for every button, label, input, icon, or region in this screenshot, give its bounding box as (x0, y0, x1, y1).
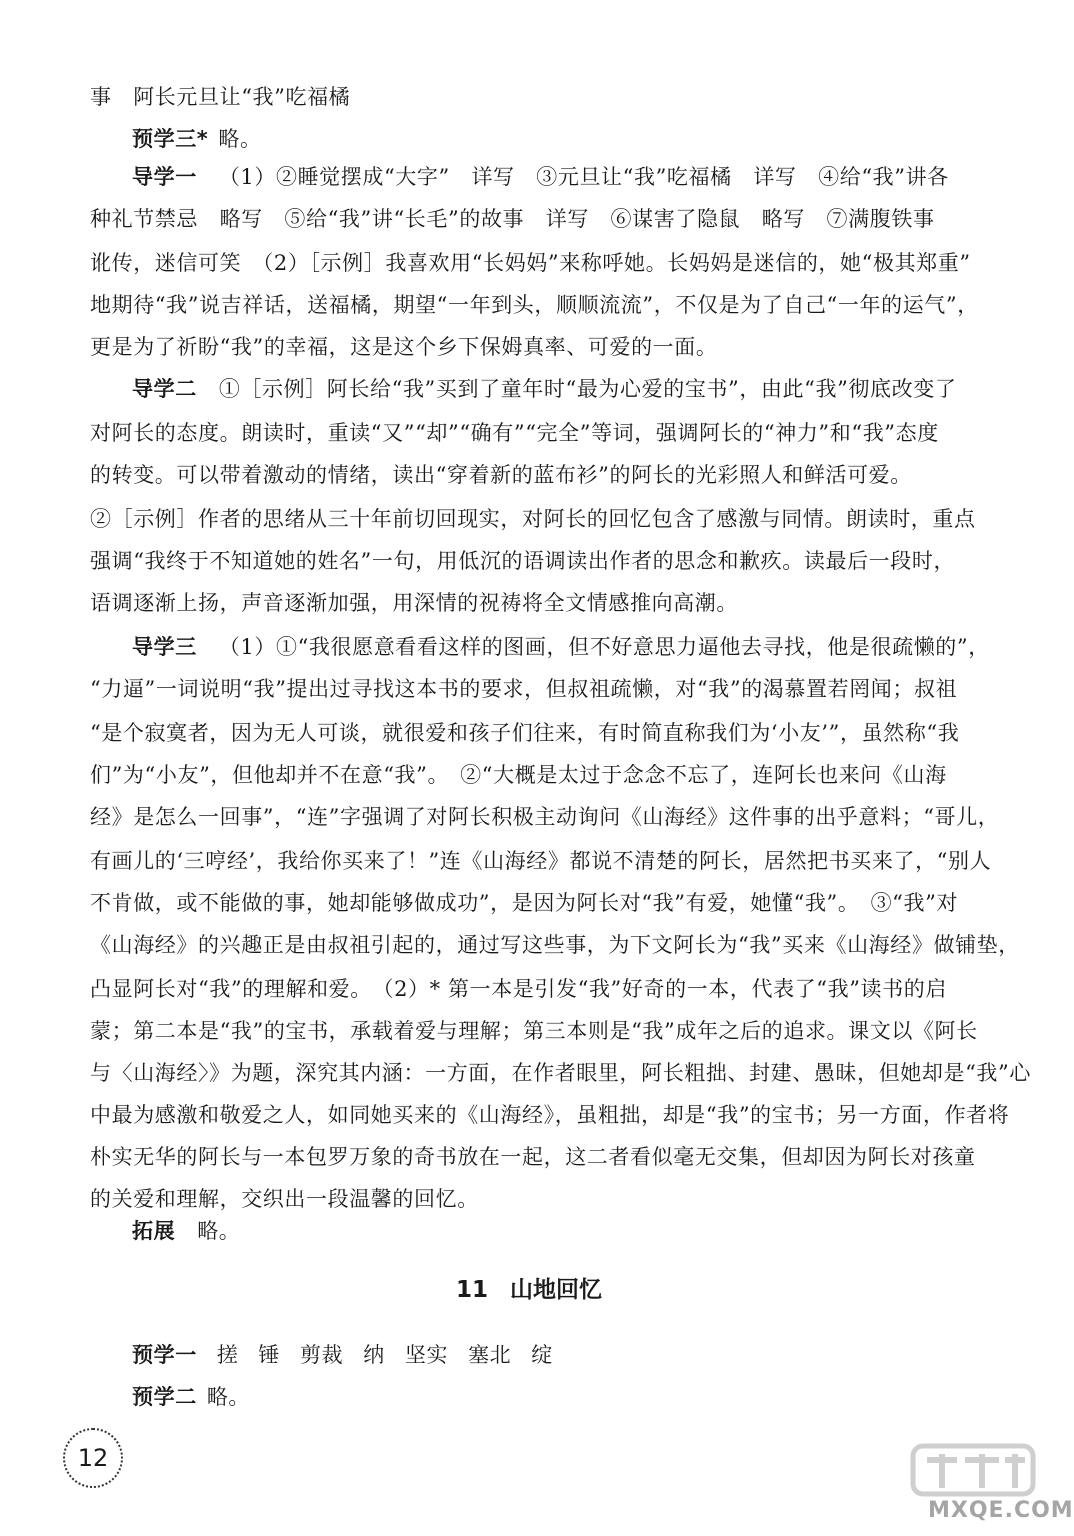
text-line: 有画儿的‘三哼经’，我给你买来了！”连《山海经》都说不清楚的阿长，居然把书买来了，“别人 (90, 849, 992, 873)
section-label: 预学二 (132, 1385, 197, 1409)
text-line: 与〈山海经〉》为题，深究其内涵：一方面，在作者眼里，阿长粗拙、封建、愚昧，但她却是“我”心 (90, 1061, 1031, 1085)
text-line: “是个寂寞者，因为无人可谈，就很爱和孩子们往来，有时简直称我们为‘小友’”，虽然称“我 (90, 721, 960, 745)
vocab-word: 绽 (531, 1343, 553, 1367)
text-line: 的关爱和理解，交织出一段温馨的回忆。 (90, 1187, 479, 1211)
text-line: 朴实无华的阿长与一本包罗万象的奇书放在一起，这二者看似毫无交集，但却因为阿长对孩童 (90, 1145, 976, 1169)
section-title-text: 山地回忆 (510, 1277, 602, 1303)
text-line: 对阿长的态度。朗读时，重读“又”“却”“确有”“完全”等词，强调阿长的“神力”和“我”态度 (90, 421, 939, 445)
text-line: 们”为“小友”，但他却并不在意“我”。 ②“大概是太过于念念不忘了，连阿长也来问《山海 (90, 763, 947, 787)
text-line: 种礼节禁忌 略写 ⑤给“我”讲“长毛”的故事 详写 ⑥谋害了隐鼠 略写 ⑦满腹铁事 (90, 207, 935, 231)
section-label: 导学三 (132, 635, 197, 659)
vocab-word: 纳 (363, 1343, 385, 1367)
text-line: 事 阿长元旦让“我”吃福橘 (90, 85, 351, 109)
text-line: 经》是怎么一回事”，“连”字强调了对阿长积极主动询问《山海经》这件事的出乎意料；“哥儿， (90, 805, 1000, 829)
text-line: 中最为感激和敬爱之人，如同她买来的《山海经》，虽粗拙，却是“我”的宝书；另一方面，作者将 (90, 1103, 1010, 1127)
text-line: 预学三* 略。 (132, 127, 262, 151)
text-line: 导学二 ①［示例］阿长给“我”买到了童年时“最为心爱的宝书”，由此“我”彻底改变了 (132, 377, 957, 401)
vocab-word: 剪裁 (300, 1343, 344, 1367)
section-number: 11 (455, 1277, 488, 1303)
vocab-word: 塞北 (468, 1343, 512, 1367)
text-line: 凸显阿长对“我”的理解和爱。 （2）* 第一本是引发“我”好奇的一本，代表了“我”读书的启 (90, 977, 947, 1001)
section-label: 预学三* (132, 127, 209, 151)
vocab-word: 锤 (258, 1343, 281, 1367)
section-label: 导学一 (132, 165, 197, 189)
watermark-text: MXQE.COM (928, 1498, 1074, 1523)
text-line: “力逼”一词说明“我”提出过寻找这本书的要求，但叔祖疏懒，对“我”的渴慕置若罔闻；叔祖 (90, 677, 958, 701)
text-line: ②［示例］作者的思绪从三十年前切回现实，对阿长的回忆包含了感激与同情。朗读时，重点 (90, 507, 976, 531)
text-line: 语调逐渐上扬，声音逐渐加强，用深情的祝祷将全文情感推向高潮。 (90, 591, 738, 615)
section-label: 拓展 (132, 1219, 176, 1243)
section-label: 预学一 (132, 1343, 197, 1367)
text-line: 强调“我终于不知道她的姓名”一句，用低沉的语调读出作者的思念和歉疚。读最后一段时， (90, 549, 956, 573)
vocab-word: 搓 (216, 1343, 239, 1367)
section-heading (0, 1274, 1058, 1306)
vocab-word: 坚实 (404, 1343, 449, 1367)
text-line: 讹传，迷信可笑 （2）［示例］我喜欢用“长妈妈”来称呼她。长妈妈是迷信的，她“极其郑重” (90, 251, 971, 275)
text-line: 《山海经》的兴趣正是由叔祖引起的，通过写这些事，为下文阿长为“我”买来《山海经》做铺垫， (90, 933, 1020, 957)
text-line: 地期待“我”说吉祥话，送福橘，期望“一年到头，顺顺流流”，不仅是为了自己“一年的运气”， (90, 293, 979, 317)
text-line: 蒙；第二本是“我”的宝书，承载着爱与理解；第三本则是“我”成年之后的追求。课文以《阿长 (90, 1019, 978, 1043)
prestudy-2-line: 预学二 略。 (132, 1385, 251, 1409)
text-line: 的转变。可以带着激动的情绪，读出“穿着新的蓝布衫”的阿长的光彩照人和鲜活可爱。 (90, 463, 912, 487)
section-label: 导学二 (132, 377, 197, 401)
page-number: 12 (63, 1428, 123, 1488)
text-line: 导学一 （1）②睡觉摆成“大字” 详写 ③元旦让“我”吃福橘 详写 ④给“我”讲各 (132, 165, 949, 189)
text-line: 导学三 （1）①“我很愿意看看这样的图画，但不好意思力逼他去寻找，他是很疏懒的”， (132, 635, 990, 659)
prestudy-1-line (132, 1340, 995, 1370)
text-line: 不肯做，或不能做的事，她却能够做成功”，是因为阿长对“我”有爱，她懂“我”。 ③“我”对 (90, 891, 959, 915)
text-line: 更是为了祈盼“我”的幸福，这是这个乡下保姆真率、可爱的一面。 (90, 335, 718, 359)
text-line: 拓展 略。 (132, 1219, 241, 1243)
